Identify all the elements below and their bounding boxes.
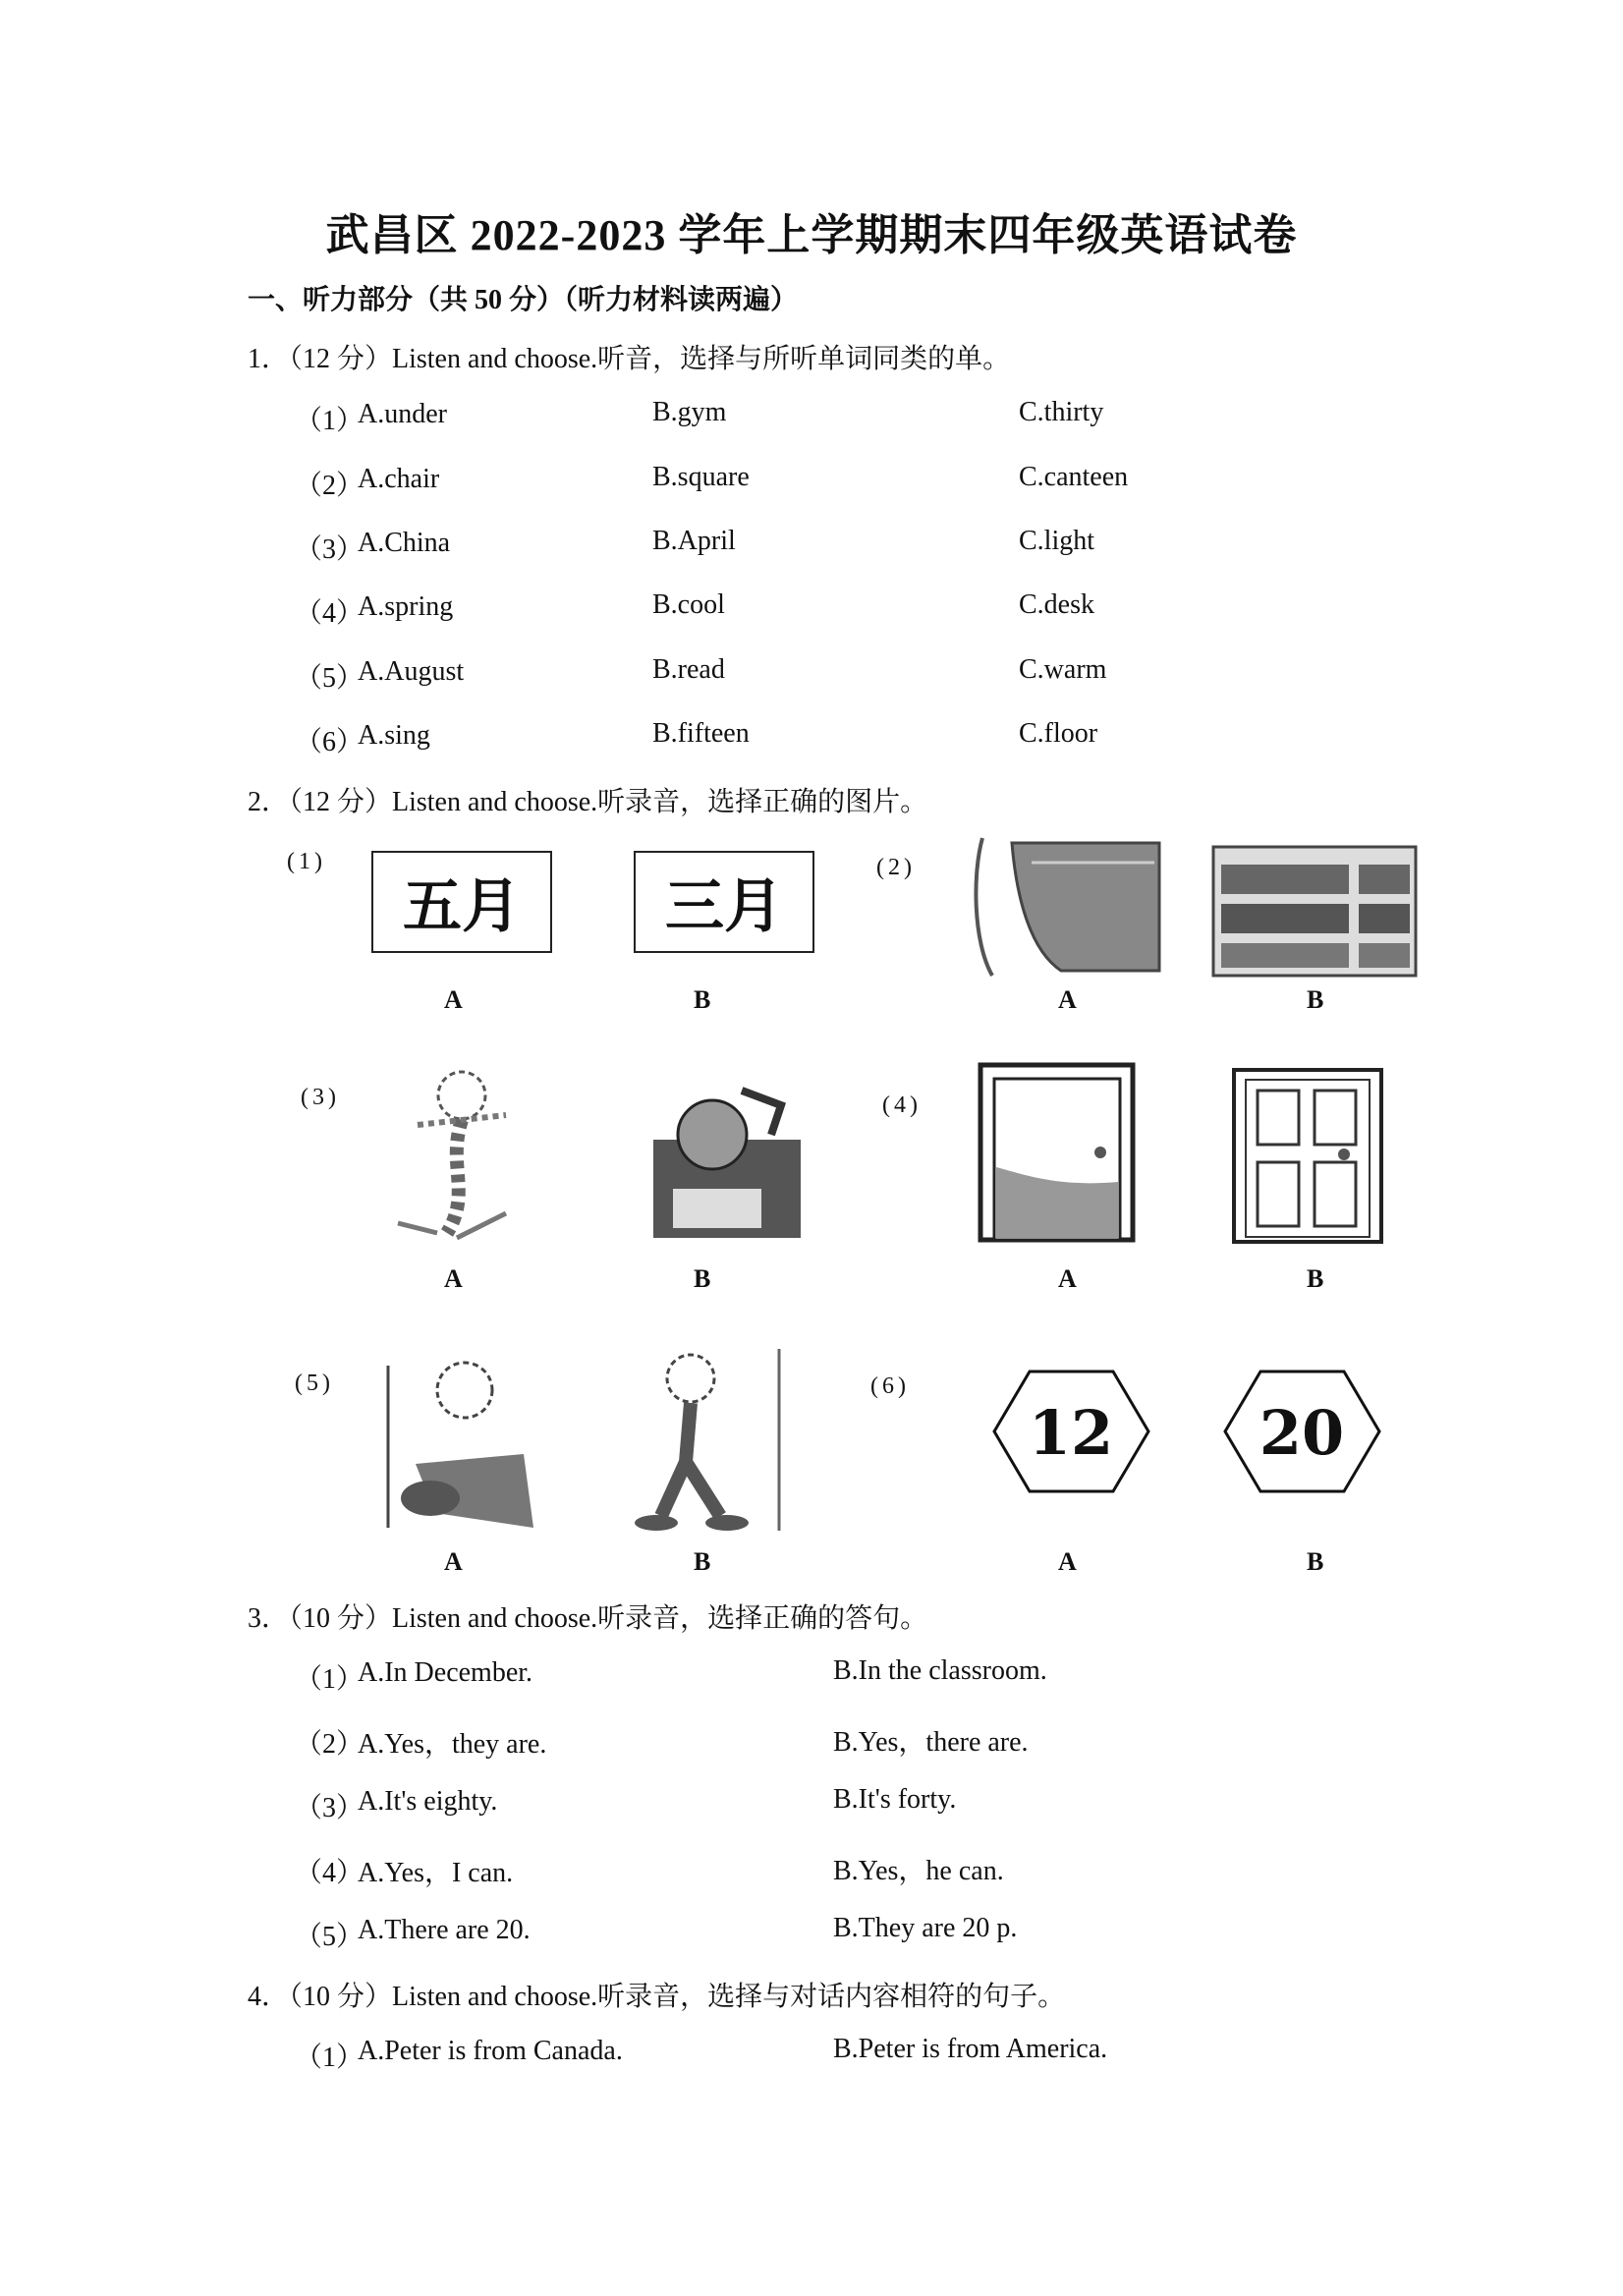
option-b: B.Peter is from America.	[833, 2034, 1108, 2064]
label-a: A	[444, 1547, 463, 1576]
item-number: （2）	[295, 1729, 364, 1760]
picture-number: (6)	[870, 1373, 910, 1399]
hexagon-12-image	[990, 1368, 1152, 1495]
option-a: A.August	[358, 656, 465, 687]
option-a: A.under	[358, 399, 447, 429]
item-number: （5）	[295, 663, 364, 694]
picture-number: (3)	[301, 1085, 340, 1110]
tiger-walking-image	[617, 1344, 784, 1536]
item-number: （1）	[295, 2043, 364, 2073]
item-number: （4）	[295, 1858, 364, 1888]
option-c: C.desk	[1019, 589, 1094, 620]
section-heading: 一、听力部分（共 50 分）（听力材料读两遍）	[248, 285, 799, 315]
option-c: C.warm	[1019, 654, 1107, 685]
item-number: （1）	[295, 406, 364, 436]
item-number: （4）	[295, 598, 364, 629]
board-image	[973, 833, 1169, 980]
q1-header: 1．（12 分）Listen and choose.听音，选择与所听单词同类的单。	[248, 344, 1011, 374]
option-a: A.sing	[358, 720, 430, 751]
page-title: 武昌区 2022-2023 学年上学期期末四年级英语试卷	[325, 211, 1298, 259]
option-b: B.It's forty.	[833, 1784, 957, 1815]
option-b: B.They are 20 p.	[833, 1913, 1018, 1943]
month-may-text: 五月	[403, 872, 521, 941]
label-b: B	[694, 985, 711, 1014]
closed-door-image	[1228, 1066, 1395, 1248]
option-a: A.Peter is from Canada.	[358, 2036, 623, 2066]
tiger-sitting-image	[386, 1346, 553, 1533]
option-c: C.floor	[1019, 718, 1098, 749]
picture-number: (1)	[287, 849, 326, 874]
label-a: A	[1058, 1264, 1077, 1293]
label-a: A	[1058, 1547, 1077, 1576]
picture-number: (5)	[295, 1371, 334, 1396]
option-b: B.square	[652, 462, 750, 492]
option-b: B.gym	[652, 397, 727, 427]
label-b: B	[694, 1547, 711, 1576]
option-a: A.China	[358, 528, 451, 558]
item-number: （5）	[295, 1922, 364, 1952]
q3-header: 3．（10 分）Listen and choose.听录音，选择正确的答句。	[248, 1603, 928, 1634]
option-a: A.Yes，they are.	[358, 1729, 547, 1760]
option-b: B.In the classroom.	[833, 1655, 1047, 1686]
month-march-text: 三月	[665, 872, 783, 941]
picture-number: (2)	[876, 855, 916, 880]
tiger-climbing-image	[378, 1066, 545, 1253]
label-b: B	[1307, 1264, 1324, 1293]
label-a: A	[444, 1264, 463, 1293]
option-b: B.cool	[652, 589, 725, 620]
item-number: （2）	[295, 471, 364, 501]
option-b: B.Yes，he can.	[833, 1856, 1004, 1886]
calendar-may-card	[371, 851, 552, 953]
option-b: B.read	[652, 654, 725, 685]
hexagon-20-image	[1221, 1368, 1383, 1495]
option-b: B.fifteen	[652, 718, 750, 749]
item-number: （3）	[295, 534, 364, 565]
item-number: （1）	[295, 1664, 364, 1695]
open-door-image	[973, 1059, 1145, 1246]
option-a: A.Yes，I can.	[358, 1858, 514, 1888]
tiger-reading-image	[634, 1081, 811, 1248]
q2-header: 2．（12 分）Listen and choose.听录音，选择正确的图片。	[248, 787, 928, 817]
option-c: C.canteen	[1019, 462, 1129, 492]
item-number: （3）	[295, 1793, 364, 1823]
label-a: A	[444, 985, 463, 1014]
option-b: B.Yes，there are.	[833, 1727, 1029, 1758]
option-c: C.thirty	[1019, 397, 1104, 427]
option-a: A.There are 20.	[358, 1915, 531, 1945]
option-a: A.In December.	[358, 1657, 533, 1688]
option-a: A.spring	[358, 591, 454, 622]
number-20-text: 20	[1259, 1397, 1345, 1469]
number-12-text: 12	[1028, 1397, 1114, 1469]
item-number: （6）	[295, 727, 364, 757]
option-c: C.light	[1019, 526, 1095, 556]
picture-number: (4)	[882, 1092, 922, 1118]
bookshelf-image	[1211, 845, 1418, 978]
option-a: A.It's eighty.	[358, 1786, 498, 1817]
option-b: B.April	[652, 526, 736, 556]
label-b: B	[1307, 985, 1324, 1014]
label-b: B	[694, 1264, 711, 1293]
calendar-march-card	[634, 851, 814, 953]
option-a: A.chair	[358, 464, 440, 494]
label-b: B	[1307, 1547, 1324, 1576]
label-a: A	[1058, 985, 1077, 1014]
q4-header: 4．（10 分）Listen and choose.听录音，选择与对话内容相符的句子。	[248, 1982, 1066, 2012]
